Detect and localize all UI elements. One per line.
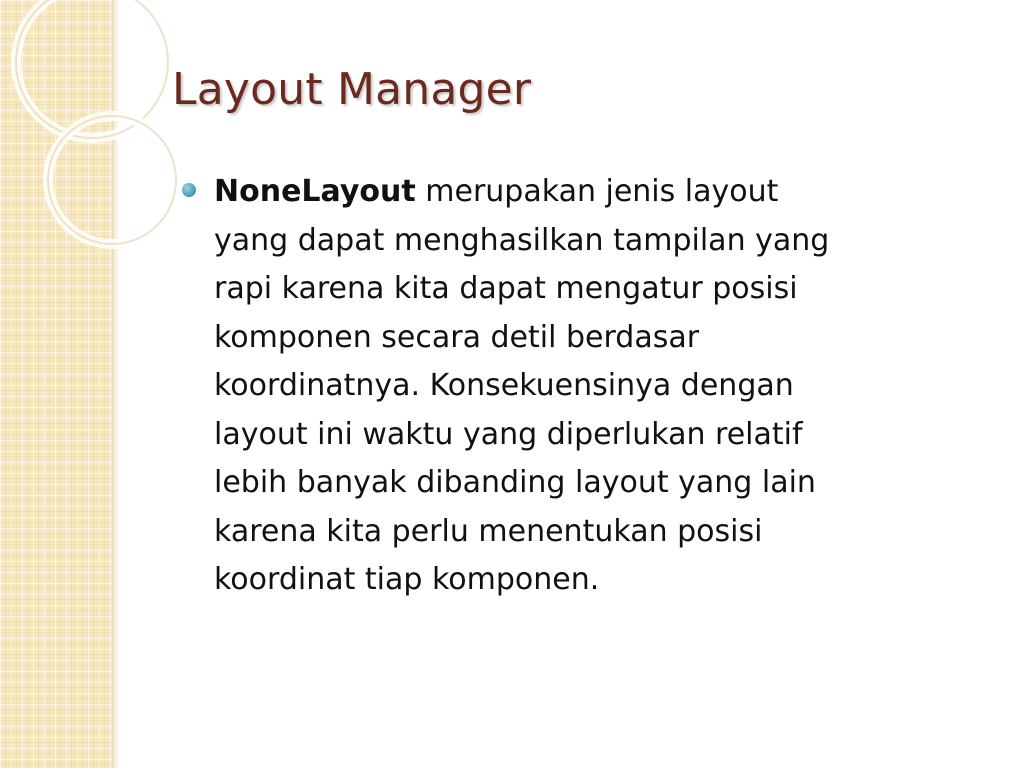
bullet-icon (182, 183, 196, 197)
paragraph-line: karena kita perlu menentukan posisi (214, 513, 763, 549)
paragraph-line: rapi karena kita dapat mengatur posisi (214, 271, 798, 306)
decorative-rings (0, 0, 200, 260)
paragraph-line: koordinat tiap komponen. (214, 562, 600, 597)
line-text: merupakan jenis layout (415, 174, 779, 209)
paragraph-line: yang dapat menghasilkan tampilan yang (214, 222, 830, 258)
paragraph-line: lebih banyak dibanding layout yang lain (214, 465, 816, 500)
paragraph-line: layout ini waktu yang diperlukan relatif (214, 416, 803, 452)
keyword-nonelayout: NoneLayout (214, 174, 416, 209)
paragraph-line: koordinatnya. Konsekuensinya dengan (214, 368, 794, 403)
slide-body (178, 168, 938, 605)
paragraph-line (214, 174, 778, 209)
bullet-paragraph (214, 168, 938, 605)
bullet-item (178, 168, 938, 605)
slide-title: Layout Manager (172, 64, 532, 115)
paragraph-line: komponen secara detil berdasar (214, 319, 700, 355)
